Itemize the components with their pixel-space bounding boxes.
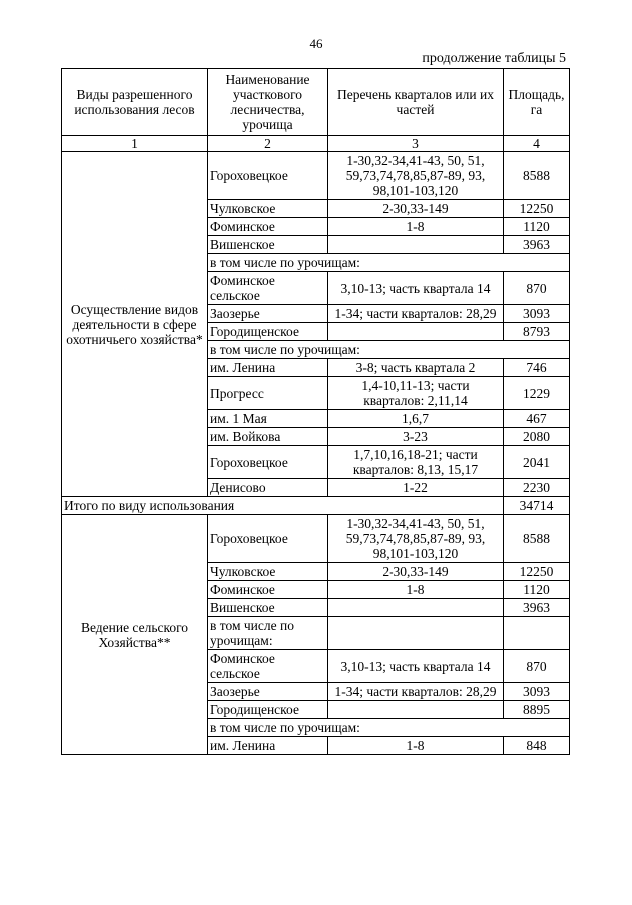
area-value: 12250 — [504, 200, 570, 218]
forestry-name: им. Войкова — [208, 428, 328, 446]
forestry-name: им. Ленина — [208, 359, 328, 377]
area-value: 467 — [504, 410, 570, 428]
quarters-list: 1-22 — [328, 479, 504, 497]
subheader-label: в том числе по урочищам: — [208, 254, 570, 272]
forestry-name: Фоминское — [208, 581, 328, 599]
quarters-list: 1-30,32-34,41-43, 50, 51, 59,73,74,78,85,87-89, 93, 98,101-103,120 — [328, 152, 504, 200]
area-value: 8588 — [504, 152, 570, 200]
area-value: 12250 — [504, 563, 570, 581]
forestry-name: Фоминское сельское — [208, 650, 328, 683]
forestry-name: им. 1 Мая — [208, 410, 328, 428]
quarters-list: 3-23 — [328, 428, 504, 446]
quarters-list: 2-30,33-149 — [328, 563, 504, 581]
area-value: 3963 — [504, 236, 570, 254]
quarters-list: 1-8 — [328, 737, 504, 755]
forestry-name: им. Ленина — [208, 737, 328, 755]
quarters-list: 1-34; части кварталов: 28,29 — [328, 305, 504, 323]
quarters-list — [328, 701, 504, 719]
quarters-list: 3-8; часть квартала 2 — [328, 359, 504, 377]
forestry-name: Заозерье — [208, 305, 328, 323]
table-row — [62, 515, 570, 563]
column-number: 3 — [328, 136, 504, 152]
quarters-list: 3,10-13; часть квартала 14 — [328, 650, 504, 683]
forestry-name: Фоминское сельское — [208, 272, 328, 305]
quarters-list: 2-30,33-149 — [328, 200, 504, 218]
column-number: 1 — [62, 136, 208, 152]
table-continuation-label: продолжение таблицы 5 — [422, 51, 566, 66]
quarters-list — [328, 236, 504, 254]
forestry-name: Гороховецкое — [208, 446, 328, 479]
quarters-list: 1-34; части кварталов: 28,29 — [328, 683, 504, 701]
quarters-list: 1,6,7 — [328, 410, 504, 428]
quarters-list: 1,7,10,16,18-21; части кварталов: 8,13, 15,17 — [328, 446, 504, 479]
forestry-name: Чулковское — [208, 200, 328, 218]
forestry-name: в том числе по урочищам: — [208, 617, 328, 650]
header-row — [62, 69, 570, 136]
total-value: 34714 — [504, 497, 570, 515]
header-use-type: Виды разрешенного использования лесов — [62, 69, 208, 136]
column-number: 4 — [504, 136, 570, 152]
forestry-name: Вишенское — [208, 599, 328, 617]
forestry-name: Фоминское — [208, 218, 328, 236]
forestry-name: Городищенское — [208, 323, 328, 341]
area-value: 746 — [504, 359, 570, 377]
quarters-list: 3,10-13; часть квартала 14 — [328, 272, 504, 305]
quarters-list — [328, 599, 504, 617]
header-quarters: Перечень кварталов или их частей — [328, 69, 504, 136]
area-value — [504, 617, 570, 650]
area-value: 848 — [504, 737, 570, 755]
total-label: Итого по виду использования — [62, 497, 504, 515]
forestry-name: Городищенское — [208, 701, 328, 719]
subheader-label: в том числе по урочищам: — [208, 719, 570, 737]
forestry-name: Заозерье — [208, 683, 328, 701]
area-value: 8588 — [504, 515, 570, 563]
area-value: 3963 — [504, 599, 570, 617]
header-forestry-name: Наименование участкового лесничества, урочища — [208, 69, 328, 136]
forestry-name: Гороховецкое — [208, 152, 328, 200]
forestry-name: Денисово — [208, 479, 328, 497]
area-value: 870 — [504, 272, 570, 305]
area-value: 8895 — [504, 701, 570, 719]
area-value: 8793 — [504, 323, 570, 341]
quarters-list: 1-8 — [328, 218, 504, 236]
use-type-cell: Ведение сельского Хозяйства** — [62, 515, 208, 755]
area-value: 870 — [504, 650, 570, 683]
column-number: 2 — [208, 136, 328, 152]
header-area: Площадь, га — [504, 69, 570, 136]
area-value: 3093 — [504, 683, 570, 701]
total-row — [62, 497, 570, 515]
area-value: 1229 — [504, 377, 570, 410]
area-value: 1120 — [504, 218, 570, 236]
forestry-name: Гороховецкое — [208, 515, 328, 563]
column-numbers-row — [62, 136, 570, 152]
subheader-label: в том числе по урочищам: — [208, 341, 570, 359]
forestry-name: Прогресс — [208, 377, 328, 410]
forestry-name: Вишенское — [208, 236, 328, 254]
area-value: 2230 — [504, 479, 570, 497]
quarters-list — [328, 323, 504, 341]
land-use-table — [61, 68, 570, 755]
quarters-list: 1-30,32-34,41-43, 50, 51, 59,73,74,78,85,87-89, 93, 98,101-103,120 — [328, 515, 504, 563]
area-value: 2041 — [504, 446, 570, 479]
quarters-list — [328, 617, 504, 650]
use-type-cell: Осуществление видов деятельности в сфере охотничьего хозяйства* — [62, 152, 208, 497]
quarters-list: 1,4-10,11-13; части кварталов: 2,11,14 — [328, 377, 504, 410]
area-value: 3093 — [504, 305, 570, 323]
area-value: 2080 — [504, 428, 570, 446]
forestry-name: Чулковское — [208, 563, 328, 581]
page-number: 46 — [309, 36, 323, 51]
table-row — [62, 152, 570, 200]
quarters-list: 1-8 — [328, 581, 504, 599]
area-value: 1120 — [504, 581, 570, 599]
